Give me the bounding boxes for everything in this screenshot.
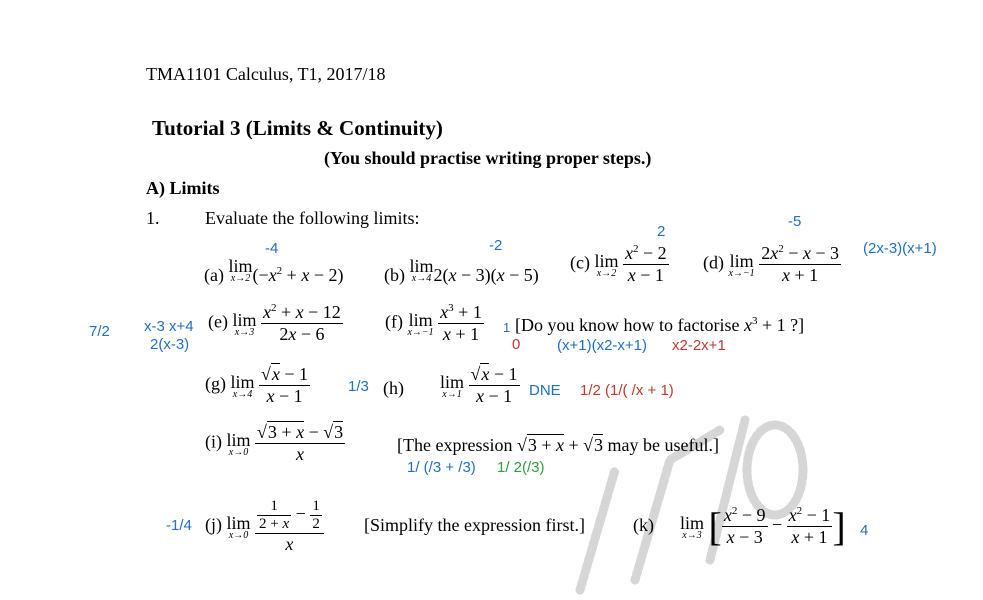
question-number: 1. [146, 208, 160, 228]
answer-e: 7/2 [89, 323, 110, 340]
factor-e-numerator: x-3 x+4 [144, 318, 194, 335]
answer-j: -1/4 [166, 517, 192, 534]
part-c: (c) lim x→2 $\frac{x^2 - 2}{x - 1}$ [570, 243, 667, 285]
part-g: (g) lim x→4 $\frac{√x - 1}{x - 1}$ [205, 364, 309, 406]
part-i: (i) lim x→0 $\frac{√3 + x - √3}{x}$ [205, 422, 344, 464]
answer-g: 1/3 [348, 378, 369, 395]
part-f: (f) lim x→−1 $\frac{x^3 + 1}{x + 1}$ [385, 302, 482, 344]
question-instruction: Evaluate the following limits: [205, 208, 420, 228]
part-k: lim x→3 [ $\frac{x^2 - 9}{x - 3}$ − $\frac{x^2 - 1}{x + 1}$ ] [680, 504, 846, 549]
answer-c: 2 [657, 223, 666, 240]
part-a: (a) lim x→2 $(-x^2 + x - 2)$ [204, 256, 344, 285]
factor-e-denominator: 2(x-3) [150, 336, 190, 353]
page-title: Tutorial 3 (Limits & Continuity) [152, 116, 443, 140]
answer-h-red: 1/2 (1/( /x + 1) [580, 382, 674, 399]
hint-f: [Do you know how to factorise $x^3 + 1$ ?] [515, 315, 805, 335]
part-d: (d) lim x→−1 $\frac{2x^2 - x - 3}{x + 1}$ [703, 243, 839, 285]
part-h: lim x→1 $\frac{√x - 1}{x - 1}$ [440, 364, 518, 406]
answer-d: -5 [788, 213, 802, 230]
answer-f-bottom: 0 [512, 336, 521, 353]
part-b: (b) lim x→4 2(x − 3)(x − 5) [384, 256, 539, 285]
part-k-label: (k) [633, 515, 654, 535]
page-subtitle: (You should practise writing proper steps.) [324, 148, 652, 168]
factor-f-red: x2-2x+1 [672, 337, 726, 354]
course-header: TMA1101 Calculus, T1, 2017/18 [146, 64, 386, 84]
answer-k: 4 [860, 522, 869, 539]
part-h-label: (h) [383, 378, 404, 398]
answer-f-top: 1 [503, 320, 511, 335]
factor-f-blue: (x+1)(x2-x+1) [557, 337, 648, 354]
factor-d: (2x-3)(x+1) [863, 240, 937, 257]
answer-a: -4 [265, 240, 279, 257]
hint-j: [Simplify the expression first.] [364, 515, 585, 535]
part-j: (j) lim x→0 $\frac{1}{2 + x}$ − $\frac{1}{2}$ x [205, 498, 324, 555]
work-i-blue: 1/ (/3 + /3) [407, 459, 476, 476]
hint-i: [The expression √3 + x + √3 may be useful.] [397, 435, 720, 455]
answer-b: -2 [489, 237, 503, 254]
section-heading: A) Limits [146, 178, 220, 198]
part-e: (e) lim x→3 $\frac{x^2 + x - 12}{2x - 6}$ [208, 302, 341, 344]
answer-h-dne: DNE [529, 382, 561, 399]
work-i-green: 1/ 2(/3) [497, 459, 545, 476]
